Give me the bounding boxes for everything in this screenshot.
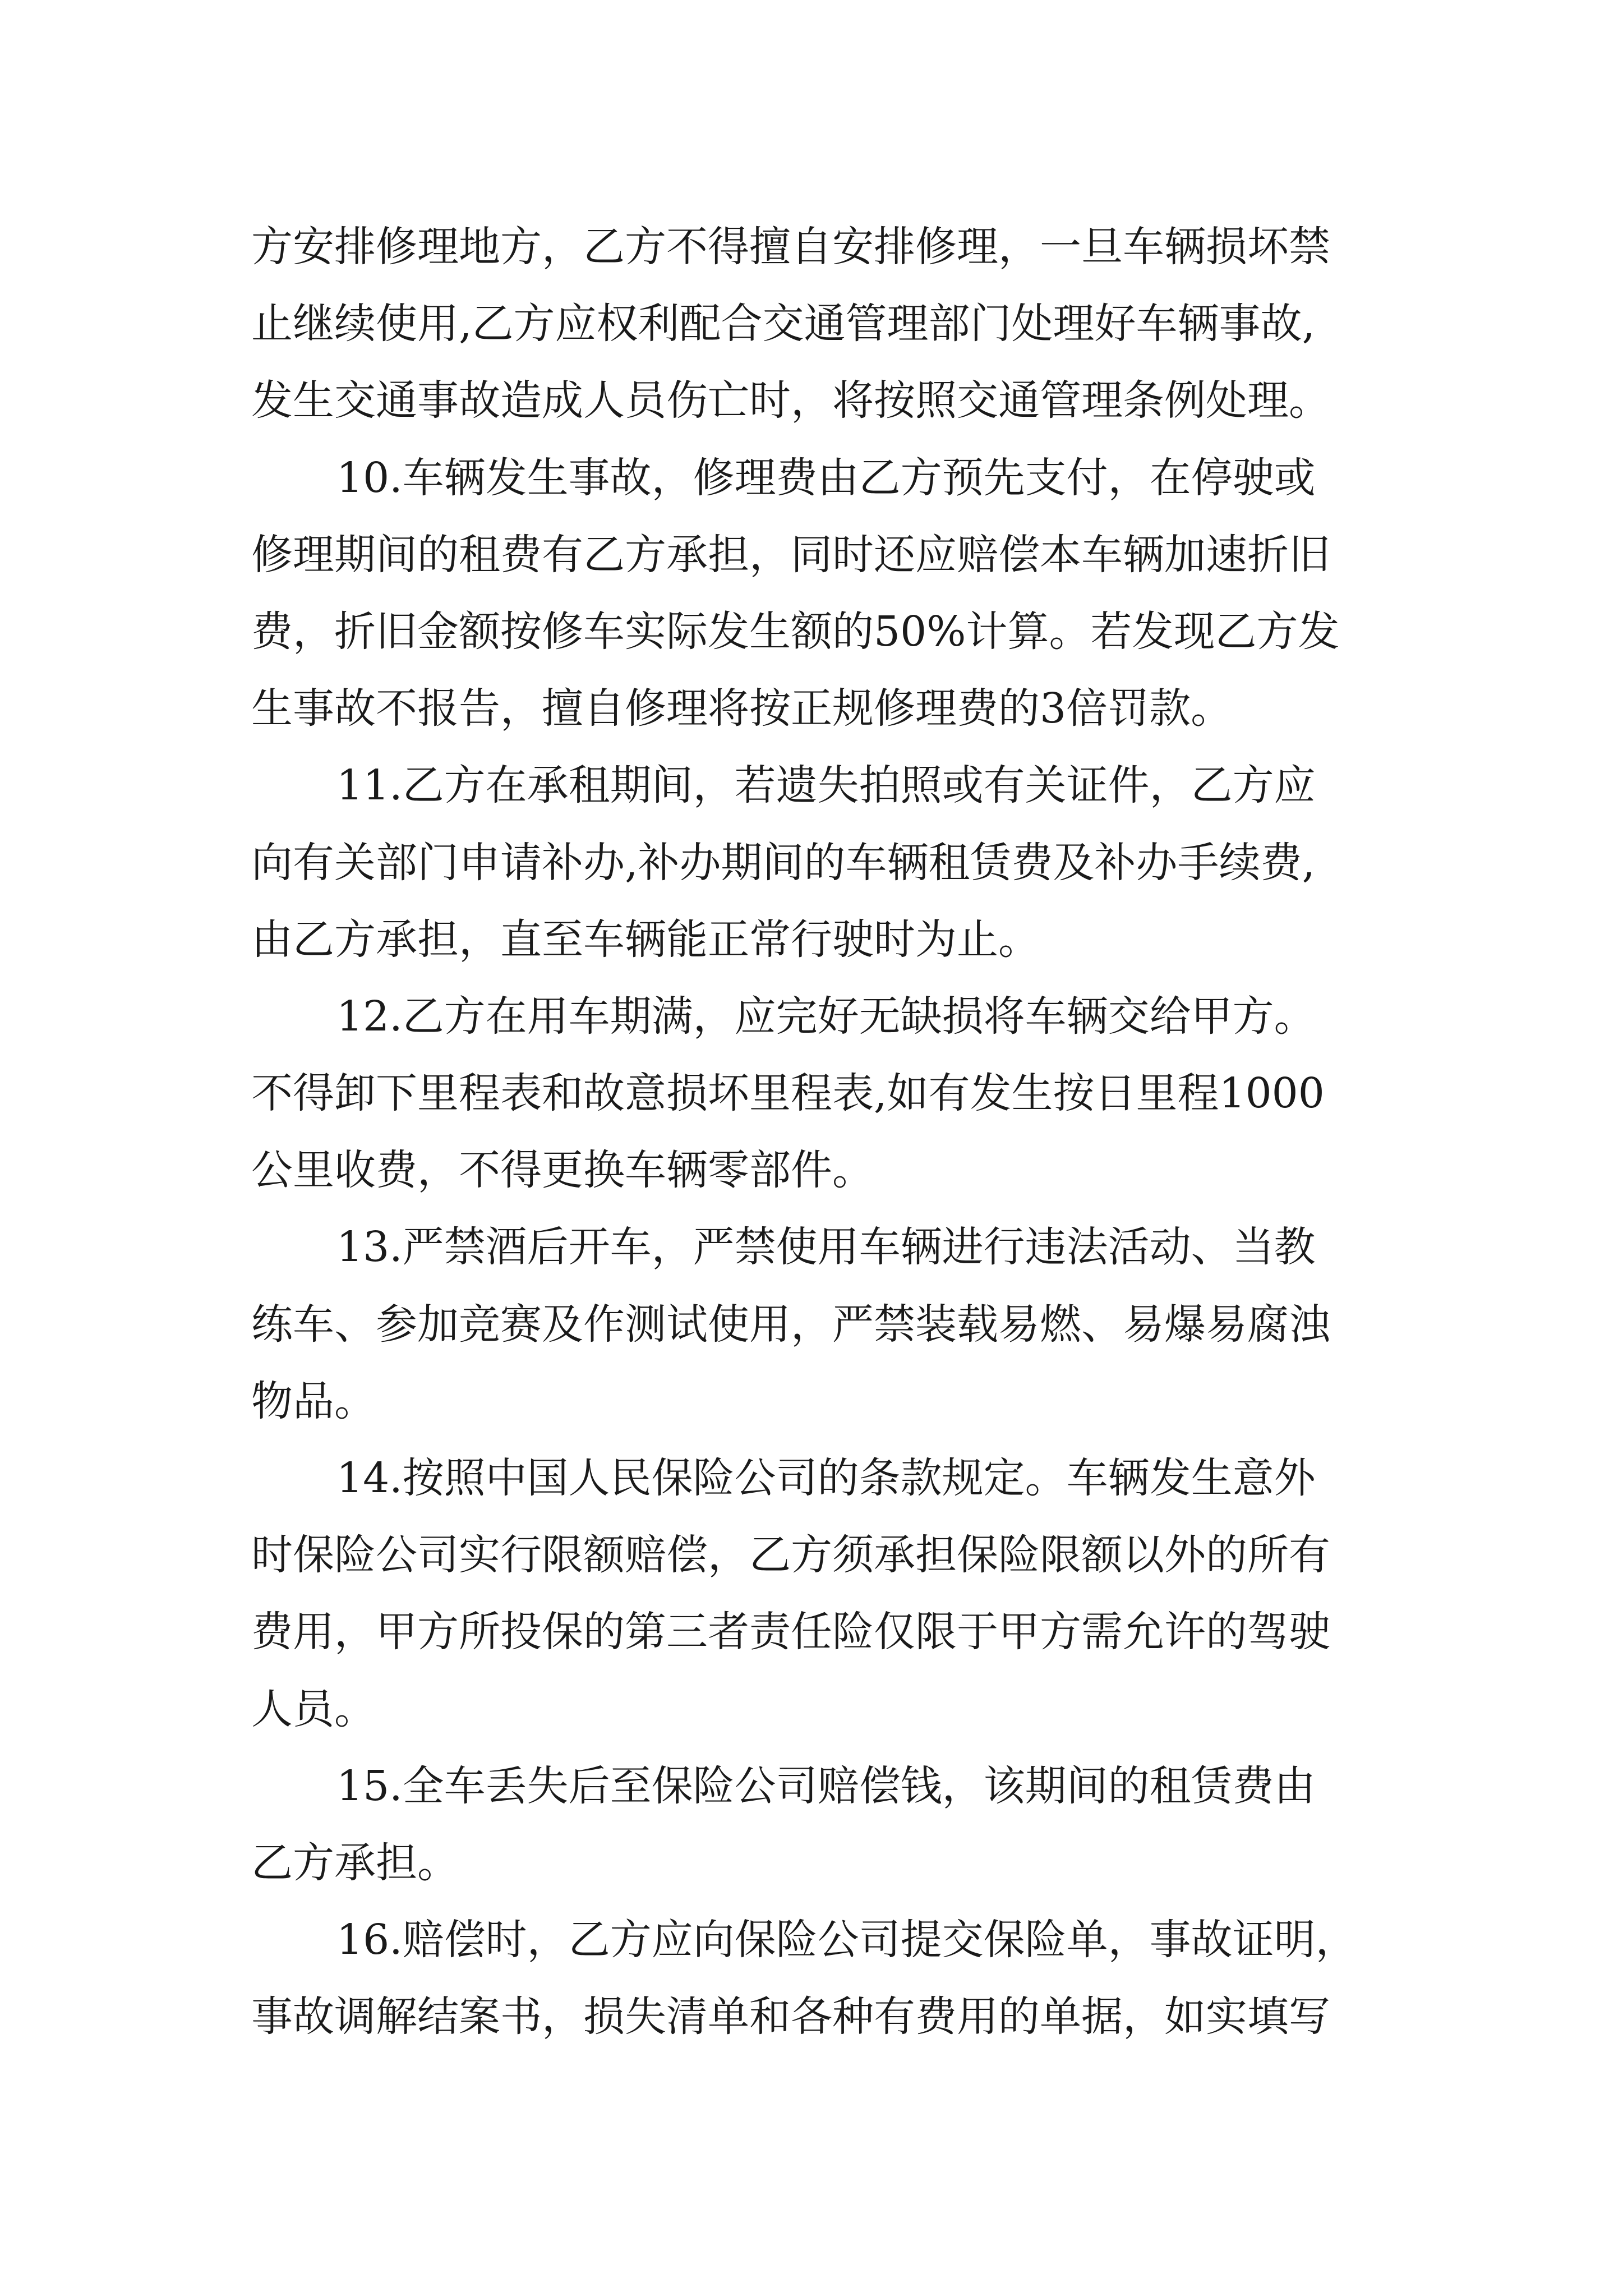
text-line: 发生交通事故造成人员伤亡时，将按照交通管理条例处理。 [251, 376, 1330, 425]
text-line: 公里收费，不得更换车辆零部件。 [251, 1146, 874, 1195]
text-line: 不得卸下里程表和故意损坏里程表,如有发生按日里程1000 [251, 1069, 1325, 1118]
text-line: 修理期间的租费有乙方承担，同时还应赔偿本车辆加速折旧 [251, 530, 1330, 579]
clause-first-line: 10.车辆发生事故，修理费由乙方预先支付，在停驶或 [336, 453, 1316, 502]
clause-first-line: 14.按照中国人民保险公司的条款规定。车辆发生意外 [336, 1454, 1316, 1502]
text-line: 物品。 [251, 1377, 376, 1425]
contract-text-body [251, 209, 1485, 2056]
text-line: 生事故不报告，擅自修理将按正规修理费的3倍罚款。 [251, 684, 1233, 733]
text-line: 费，折旧金额按修车实际发生额的50%计算。若发现乙方发 [251, 607, 1340, 656]
text-line: 费用，甲方所投保的第三者责任险仅限于甲方需允许的驾驶 [251, 1608, 1330, 1657]
text-line: 事故调解结案书，损失清单和各种有费用的单据，如实填写 [251, 1993, 1330, 2041]
clause-first-line: 11.乙方在承租期间，若遗失拍照或有关证件，乙方应 [336, 761, 1316, 810]
clause-first-line: 15.全车丢失后至保险公司赔偿钱，该期间的租赁费由 [336, 1761, 1316, 1810]
text-line: 向有关部门申请补办,补办期间的车辆租赁费及补办手续费, [251, 838, 1316, 887]
text-line: 由乙方承担，直至车辆能正常行驶时为止。 [251, 915, 1040, 964]
clause-first-line: 16.赔偿时，乙方应向保险公司提交保险单，事故证明， [336, 1916, 1357, 1964]
text-line: 人员。 [251, 1685, 376, 1733]
text-line: 乙方承担。 [251, 1838, 459, 1887]
text-line: 方安排修理地方，乙方不得擅自安排修理，一旦车辆损坏禁 [251, 223, 1330, 271]
text-line: 时保险公司实行限额赔偿，乙方须承担保险限额以外的所有 [251, 1531, 1330, 1580]
clause-first-line: 13.严禁酒后开车，严禁使用车辆进行违法活动、当教 [336, 1223, 1316, 1272]
text-line: 止继续使用,乙方应权利配合交通管理部门处理好车辆事故, [251, 300, 1316, 348]
text-line: 练车、参加竞赛及作测试使用，严禁装载易燃、易爆易腐浊 [251, 1300, 1330, 1349]
clause-first-line: 12.乙方在用车期满，应完好无缺损将车辆交给甲方。 [336, 992, 1316, 1041]
